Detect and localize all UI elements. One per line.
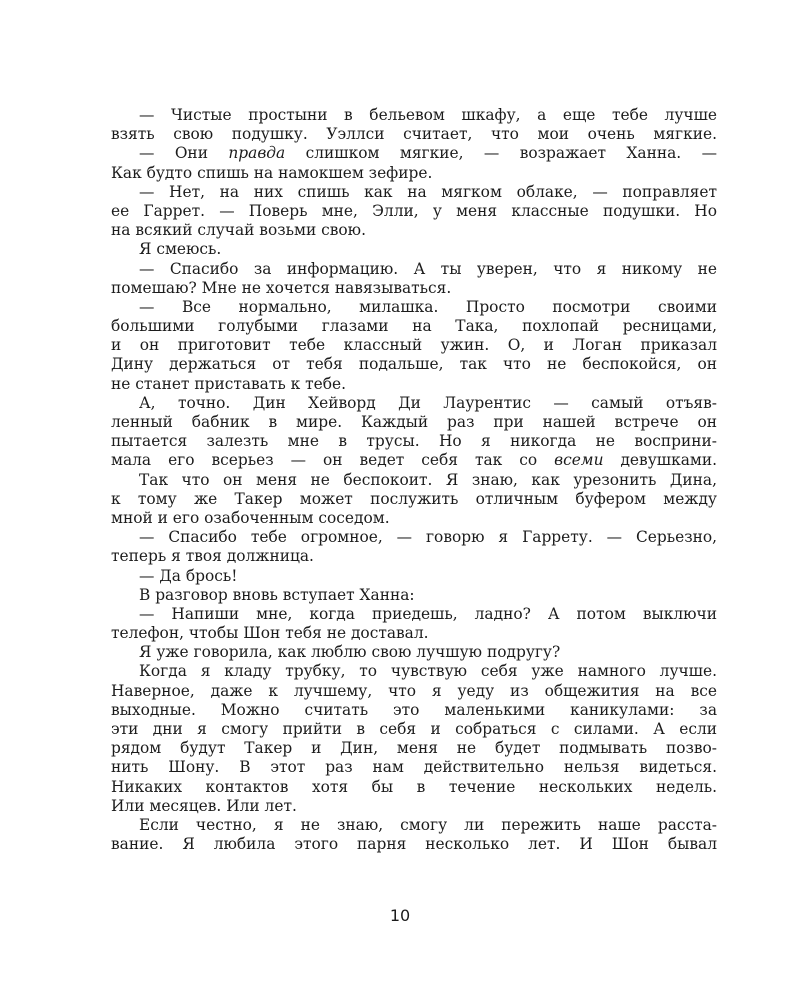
text-line (111, 835, 717, 854)
text-run: Я смеюсь. (139, 240, 222, 259)
text-run: помешаю? Мне не хочется навязываться. (111, 278, 452, 297)
text-line (111, 624, 717, 643)
text-run: выходные. Можно считать это маленькими каникулами: за (111, 700, 717, 719)
text-line (111, 662, 717, 681)
text-run: ее Гаррет. — Поверь мне, Элли, у меня классные подушки. Но (111, 201, 717, 220)
text-line (111, 451, 717, 470)
text-run: Никаких контактов хотя бы в течение нескольких недель. (111, 777, 717, 796)
text-line (111, 471, 717, 490)
text-run: — Все нормально, милашка. Просто посмотри своими (139, 297, 717, 316)
text-line (111, 240, 717, 259)
text-line (111, 125, 717, 144)
text-run: В разговор вновь вступает Ханна: (139, 585, 415, 604)
text-run: Когда я кладу трубку, то чувствую себя уже намного лучше. (139, 662, 717, 681)
text-run: слишком мягкие, — возражает Ханна. — (285, 144, 717, 163)
text-run: не станет приставать к тебе. (111, 374, 347, 393)
text-line (111, 778, 717, 797)
text-line (111, 797, 717, 816)
text-run: Если честно, я не знаю, смогу ли пережить наше расста- (139, 815, 717, 834)
text-run: и он приготовит тебе классный ужин. О, и Логан приказал (111, 336, 717, 355)
emphasis-text: правда (228, 144, 286, 163)
text-run: — Они (139, 144, 229, 163)
text-line (111, 336, 717, 355)
text-run: А, точно. Дин Хейворд Ди Лаурентис — самый отъяв- (139, 393, 717, 412)
text-run: Как будто спишь на намокшем зефире. (111, 163, 433, 182)
text-run: — Нет, на них спишь как на мягком облаке, — поправляет (139, 182, 717, 201)
text-run: — Чистые простыни в бельевом шкафу, а еще тебе лучше (139, 106, 717, 124)
text-line (111, 720, 717, 739)
text-line (111, 586, 717, 605)
text-run: ленный бабник в мире. Каждый раз при нашей встрече он (111, 413, 717, 431)
text-line (111, 260, 717, 279)
text-line (111, 739, 717, 758)
text-line (111, 317, 717, 336)
text-line (111, 298, 717, 317)
text-run: на всякий случай возьми свою. (111, 221, 366, 240)
text-line (111, 202, 717, 221)
text-run: эти дни я смогу прийти в себя и собраться с силами. А если (111, 720, 717, 738)
text-run: большими голубыми глазами на Така, похлопай ресницами, (111, 317, 717, 336)
text-line (111, 279, 717, 298)
text-run: к тому же Такер может послужить отличным буфером между (111, 489, 717, 508)
text-run: телефон, чтобы Шон тебя не доставал. (111, 624, 429, 643)
text-line (111, 605, 717, 624)
text-line (111, 164, 717, 183)
text-run: — Да брось! (139, 566, 238, 585)
text-run: взять свою подушку. Уэллси считает, что мои очень мягкие. (111, 125, 717, 144)
text-run: нить Шону. В этот раз нам действительно нельзя видеться. (111, 758, 717, 777)
text-line (111, 547, 717, 566)
text-line (111, 183, 717, 202)
text-line (111, 816, 717, 835)
text-run: рядом будут Такер и Дин, меня не будет подмывать позво- (111, 739, 717, 758)
text-run: — Напиши мне, когда приедешь, ладно? А потом выключи (139, 604, 717, 623)
text-run: — Спасибо тебе огромное, — говорю я Гаррету. — Серьезно, (139, 528, 717, 547)
page-number: 10 (389, 906, 411, 925)
text-line (111, 567, 717, 586)
text-line (111, 509, 717, 528)
body-text (111, 106, 717, 854)
text-run: Наверное, даже к лучшему, что я уеду из общежития на все (111, 681, 717, 700)
text-line (111, 394, 717, 413)
text-line (111, 643, 717, 662)
text-run: девушками. (603, 451, 717, 470)
text-run: пытается залезть мне в трусы. Но я никогда не восприни- (111, 432, 717, 451)
text-run: мала его всерьез — он ведет себя так со (111, 451, 555, 470)
text-run: мной и его озабоченным соседом. (111, 508, 390, 527)
text-line (111, 432, 717, 451)
text-run: Я уже говорила, как люблю свою лучшую подругу? (139, 643, 561, 662)
text-line (111, 758, 717, 777)
text-run: Так что он меня не беспокоит. Я знаю, как урезонить Дина, (139, 470, 717, 489)
emphasis-text: всеми (554, 451, 604, 470)
text-line (111, 490, 717, 509)
text-line (111, 144, 717, 163)
text-run: Или месяцев. Или лет. (111, 796, 297, 815)
text-run: теперь я твоя должница. (111, 547, 314, 566)
text-line (111, 682, 717, 701)
text-run: — Спасибо за информацию. А ты уверен, что я никому не (139, 259, 717, 278)
text-line (111, 413, 717, 432)
text-run: вание. Я любила этого парня несколько лет. И Шон бывал (111, 835, 717, 854)
text-line (111, 106, 717, 125)
text-line (111, 375, 717, 394)
text-line (111, 355, 717, 374)
text-line (111, 701, 717, 720)
text-line (111, 528, 717, 547)
text-line (111, 221, 717, 240)
text-run: Дину держаться от тебя подальше, так что не беспокойся, он (111, 355, 717, 374)
